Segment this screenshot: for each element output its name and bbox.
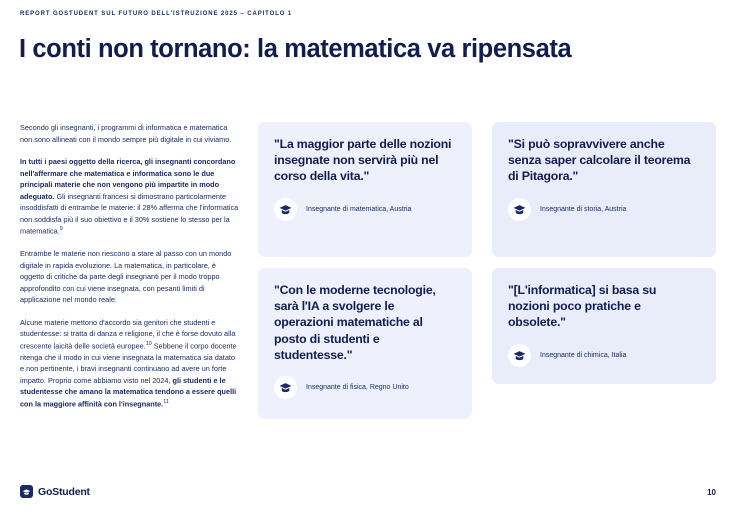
quote-attribution-row bbox=[274, 198, 456, 221]
paragraph-2-bold: In tutti i paesi oggetto della ricerca, gli insegnanti concordano nell'affermare che matematica e informatica sono le due principali materie che non vengono più impartite in modo adeguato. bbox=[20, 157, 236, 201]
paragraph-2-rest: Gli insegnanti francesi si dimostrano particolarmente insoddisfatti di entrambe le materie: il 28% afferma che l'informatica non soddisfa più il suo obiettivo e il 30% sostiene lo stesso per la matematica. bbox=[20, 191, 239, 236]
graduation-cap-icon bbox=[274, 198, 297, 221]
quote-attribution: Insegnante di storia, Austria bbox=[540, 205, 627, 213]
quote-text: "[L'informatica] si basa su nozioni poco pratiche e obsolete." bbox=[508, 283, 657, 330]
quote-attribution-row bbox=[508, 344, 700, 367]
quote-card bbox=[258, 268, 472, 419]
quote-text: "Con le moderne tecnologie, sarà l'IA a svolgere le operazioni matematiche al posto di studenti e studentesse." bbox=[274, 283, 436, 362]
quote-attribution: Insegnante di matematica, Austria bbox=[306, 205, 412, 213]
quote-text: "La maggior parte delle nozioni insegnate non servirà più nel corso della vita." bbox=[274, 137, 452, 184]
paragraph-1-text: Secondo gli insegnanti, i programmi di informatica e matematica non sono allineati con il mondo sempre più digitale in cui viviamo. bbox=[20, 123, 232, 144]
graduation-cap-icon bbox=[508, 344, 531, 367]
footnote-ref-9: 9 bbox=[59, 226, 63, 233]
quote-attribution: Insegnante di chimica, Italia bbox=[540, 351, 627, 359]
paragraph-4 bbox=[20, 317, 239, 410]
paragraph-4-a: Alcune materie mettono d'accordo sia genitori che studenti e studentesse: si tratta di danza e religione, il che è forse dovuto alla crescente laicità delle società europee. bbox=[20, 317, 236, 351]
paragraph-4-bold: gli studenti e le studentesse che amano la matematica tendono a essere quelli con la maggiore affinità con l'insegnante. bbox=[20, 375, 237, 409]
footnote-ref-11: 11 bbox=[163, 398, 169, 405]
quote-attribution-row bbox=[508, 198, 700, 221]
paragraph-2 bbox=[20, 156, 239, 237]
logo-text: GoStudent bbox=[38, 485, 90, 498]
paragraph-1 bbox=[20, 122, 239, 145]
paragraph-3-text: Entrambe le materie non riescono a stare al passo con un mondo digitale in rapida evoluzione. La matematica, in particolare, è oggetto di critiche da parte degli insegnanti per il modo troppo approfondito con cui viene insegnata, con pesanti limiti di applicazione nel mondo reale. bbox=[20, 249, 232, 305]
footnote-ref-10: 10 bbox=[145, 340, 152, 347]
quote-attribution: Insegnante di fisica, Regno Unito bbox=[306, 384, 409, 392]
report-eyebrow: REPORT GOSTUDENT SUL FUTURO DELL'ISTRUZIONE 2025 – CAPITOLO 1 bbox=[20, 11, 293, 17]
page-number: 10 bbox=[707, 488, 716, 497]
graduation-cap-icon bbox=[508, 198, 531, 221]
quote-card bbox=[258, 122, 472, 257]
graduation-cap-icon bbox=[274, 376, 297, 399]
gostudent-logo bbox=[20, 485, 90, 498]
quote-text: "Si può sopravvivere anche senza saper calcolare il teorema di Pitagora." bbox=[508, 137, 691, 184]
quote-card bbox=[492, 268, 716, 384]
logo-mark-icon bbox=[20, 485, 33, 498]
quote-card bbox=[492, 122, 716, 257]
paragraph-3 bbox=[20, 248, 239, 306]
body-text-column bbox=[20, 122, 239, 421]
paragraph-4-b: Sebbene il corpo docente ritenga che il modo in cui viene insegnata la matematica sia datato e non pertinente, i bravi insegnanti continuano ad avere un forte impatto. Proprio come abbiamo visto nel 2024, bbox=[20, 341, 237, 385]
page-title: I conti non tornano: la matematica va ripensata bbox=[19, 35, 572, 63]
quote-attribution-row bbox=[274, 376, 456, 399]
